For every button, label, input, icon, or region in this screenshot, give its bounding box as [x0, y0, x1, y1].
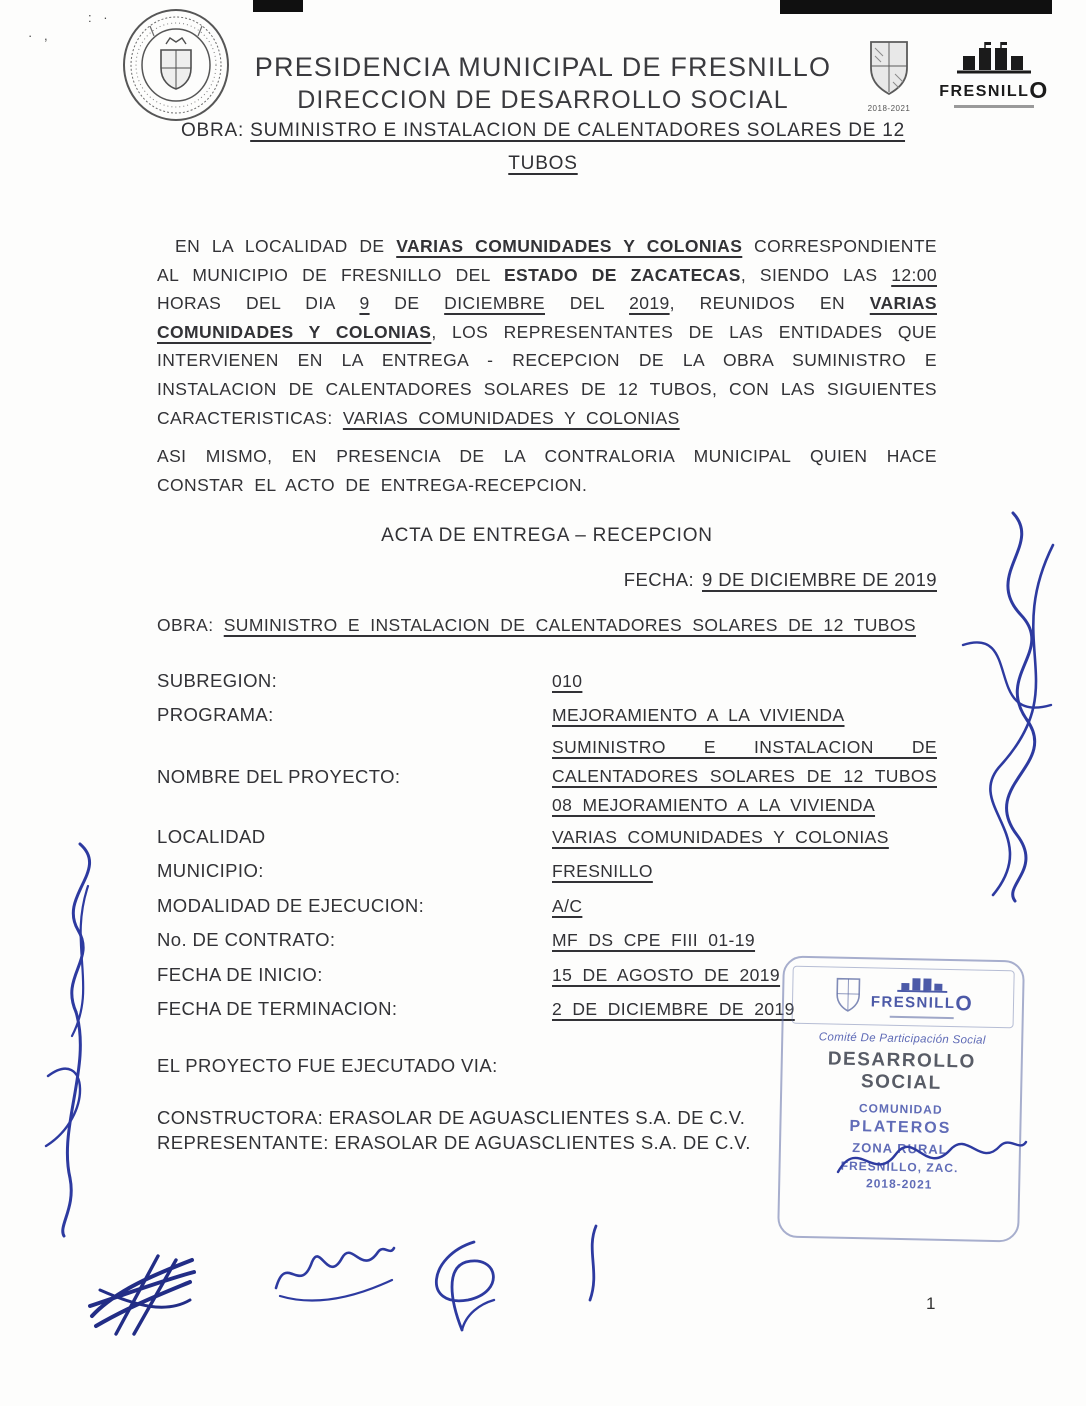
wordmark-text: FRESNILL: [939, 83, 1030, 100]
stamp-department: DESARROLLO SOCIAL: [827, 1048, 977, 1094]
stamp-logos: [792, 966, 1015, 1029]
stamp-city: FRESNILLO, ZAC.: [840, 1158, 959, 1176]
field-value: FRESNILLO: [552, 861, 653, 882]
redaction-bar: [780, 0, 1052, 14]
fresnillo-logo: [932, 40, 1056, 108]
field-label: SUBREGION:: [157, 669, 278, 691]
field-row: [157, 733, 937, 820]
obra-header: [80, 114, 1006, 180]
fecha-line: [157, 569, 937, 591]
field-value: 2 DE DICIEMBRE DE 2019: [552, 999, 795, 1020]
stamp-crest-icon: [833, 976, 864, 1015]
field-row: [157, 664, 937, 699]
field-value: SUMINISTRO E INSTALACION DE CALENTADORES SOLARES DE 12 TUBOS 08 MEJORAMIENTO A LA VIVIENDA: [552, 736, 937, 815]
intro-paragraph: EN LA LOCALIDAD DE VARIAS COMUNIDADES Y COLONIAS CORRESPONDIENTE AL MUNICIPIO DE FRESNILLO DEL ESTADO DE ZACATECAS, SIENDO LAS 12:00 HORAS DEL DIA 9 DE DICIEMBRE DEL 2019, REUNIDOS EN VARIAS COMUNIDADES Y COLONIAS, LOS REPRESENTANTES DE LAS ENTIDADES QUE INTERVIENEN EN LA ENTREGA - RECEPCION DE LA OBRA SUMINISTRO E INSTALACION DE CALENTADORES SOLARES DE 12 TUBOS, CON LAS SIGUIENTES CARACTERISTICAS: VARIAS COMUNIDADES Y COLONIAS: [157, 236, 938, 428]
field-label: FECHA DE INICIO:: [157, 963, 323, 985]
stamp-wordmark: [871, 991, 974, 1014]
crest-shield-icon: [865, 38, 913, 98]
stamp-fresnillo-logo: [871, 973, 974, 1019]
field-value: VARIAS COMUNIDADES Y COLONIAS: [552, 826, 889, 847]
field-row: [157, 698, 937, 733]
stamp-wordmark-text: FRESNILL: [870, 993, 956, 1013]
stamp-community: PLATEROS: [849, 1117, 952, 1138]
field-row: [157, 854, 937, 889]
stamp-zone: ZONA RURAL: [852, 1139, 948, 1157]
obra-line: OBRA: SUMINISTRO E INSTALACION DE CALENTADORES SOLARES DE 12 TUBOS: [157, 615, 916, 636]
signature-stroke: [578, 1220, 610, 1304]
field-value: 15 DE AGOSTO DE 2019: [552, 964, 781, 985]
field-row: [157, 889, 937, 924]
signature-right: [943, 505, 1083, 905]
wordmark-o: O: [1029, 77, 1049, 103]
scan-mark: · ,: [28, 28, 52, 43]
representante-line: REPRESENTANTE: ERASOLAR DE AGUASCLIENTES S.A. DE C.V.: [157, 1131, 751, 1153]
document-header: [0, 52, 1086, 115]
field-value: MEJORAMIENTO A LA VIVIENDA: [552, 705, 845, 726]
fecha-value: 9 DE DICIEMBRE DE 2019: [702, 569, 937, 591]
field-row: [157, 923, 937, 958]
desarrollo-social-stamp: [777, 955, 1025, 1242]
field-value: MF DS CPE FIII 01-19: [552, 930, 756, 951]
executed-via-line: EL PROYECTO FUE EJECUTADO VIA:: [157, 1054, 498, 1076]
header-title-line1: PRESIDENCIA MUNICIPAL DE FRESNILLO: [254, 52, 832, 82]
fecha-label: FECHA:: [623, 569, 694, 591]
logo-tagline-placeholder: [954, 105, 1034, 108]
field-value: 010: [552, 670, 583, 691]
field-label: No. DE CONTRATO:: [157, 929, 336, 951]
stamp-building-icon: [893, 974, 951, 993]
page-number: 1: [926, 1294, 936, 1313]
signature-over-stamp: [830, 1128, 1030, 1192]
field-label: NOMBRE DEL PROYECTO:: [157, 765, 401, 787]
signature-left: [18, 826, 118, 1241]
acta-heading: ACTA DE ENTREGA – RECEPCION: [381, 525, 713, 547]
stamp-community-label: COMUNIDAD: [858, 1101, 943, 1117]
small-crest: [860, 38, 918, 113]
stamp-tagline-placeholder: [890, 1016, 954, 1019]
signature-bottom-center: [410, 1230, 522, 1334]
field-label: MODALIDAD DE EJECUCION:: [157, 894, 425, 916]
field-row: [157, 820, 937, 855]
obra-header-line2: TUBOS: [508, 153, 578, 174]
field-label: FECHA DE TERMINACION:: [157, 998, 398, 1020]
signature-bottom-left: [86, 1250, 198, 1338]
fresnillo-wordmark: [932, 79, 1056, 102]
signature-bottom-middle: [270, 1236, 398, 1306]
obra-header-line1: OBRA: SUMINISTRO E INSTALACION DE CALENTADORES SOLARES DE 12: [180, 120, 906, 141]
stamp-committee: Comité De Participación Social: [818, 1031, 986, 1047]
constructora-line: CONSTRUCTORA: ERASOLAR DE AGUASCLIENTES S.A. DE C.V.: [157, 1106, 746, 1128]
field-label: MUNICIPIO:: [157, 860, 264, 882]
field-value: A/C: [552, 895, 583, 916]
field-label: LOCALIDAD: [157, 825, 266, 847]
building-icon: [949, 40, 1039, 74]
crest-years: 2018-2021: [867, 104, 911, 113]
header-title-line2: DIRECCION DE DESARROLLO SOCIAL: [297, 86, 789, 114]
scan-mark: : ·: [88, 10, 112, 25]
contraloria-paragraph: ASI MISMO, EN PRESENCIA DE LA CONTRALORIA MUNICIPAL QUIEN HACE CONSTAR EL ACTO DE ENTREGA-RECEPCION.: [157, 446, 937, 495]
redaction-bar: [253, 0, 303, 12]
field-label: PROGRAMA:: [157, 704, 274, 726]
stamp-years: 2018-2021: [865, 1176, 933, 1192]
stamp-wordmark-o: O: [955, 992, 974, 1016]
